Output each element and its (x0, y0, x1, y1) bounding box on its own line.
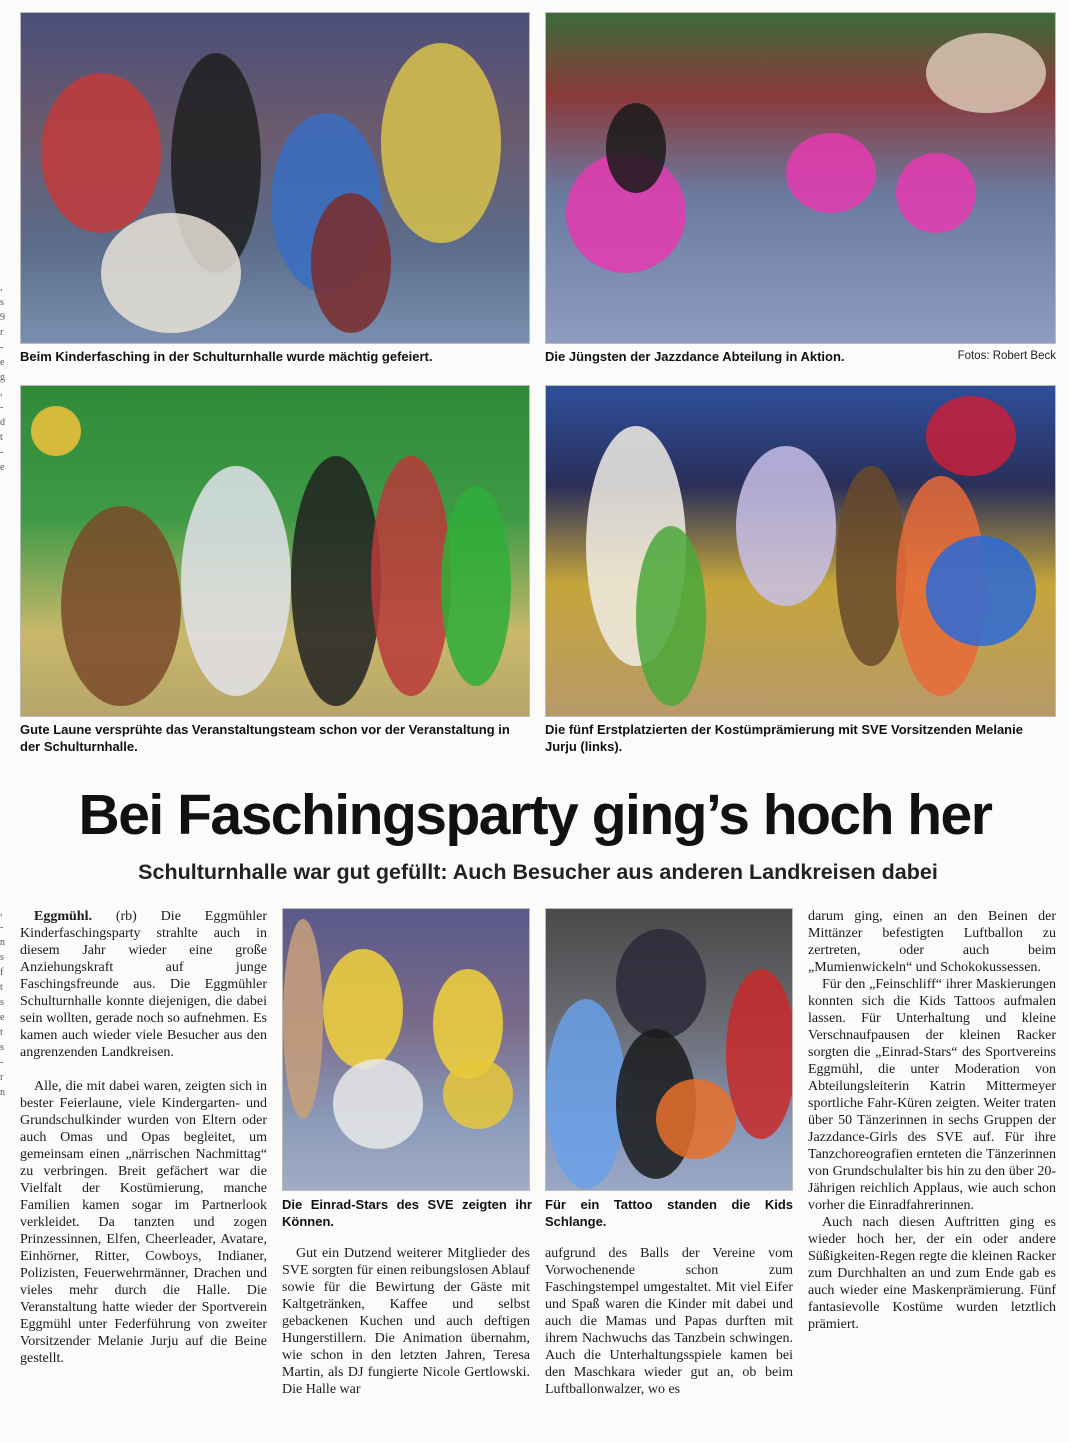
article-headline: Bei Faschingsparty ging’s hoch her (78, 783, 992, 847)
article-column-3 (545, 1245, 793, 1398)
photo-caption-costume-winners: Die fünf Erstplatzierten der Kostümprämierung mit SVE Vorsitzenden Melanie Jurju (links). (545, 722, 1023, 754)
article-column-4 (808, 908, 1056, 1333)
photo-kids-dancing (20, 12, 530, 344)
photo-costume-winners (545, 385, 1056, 717)
photo-tattoo-queue (545, 908, 793, 1191)
article-column-2 (282, 1245, 530, 1398)
photo-caption-jazzdance: Die Jüngsten der Jazzdance Abteilung in Aktion. (545, 349, 845, 364)
photo-event-team (20, 385, 530, 717)
dateline: Eggmühl. (34, 909, 92, 924)
article-column-1 (20, 908, 267, 1367)
photo-caption-tattoo-queue: Für ein Tattoo standen die Kids Schlange. (545, 1197, 793, 1229)
col1-paragraph-2: Alle, die mit dabei waren, zeigten sich in bester Feierlaune, viele Kindergarten- und Grundschulkinder wurden von Eltern oder auch Omas und Opas begleitet, um gemeinsam einen „närrischen Nachmittag“ zu verbringen. Breit gefächert war die Vielfalt der Kostümierung, manche Familien kamen sogar im Partnerlook verkleidet. Da tanzten und zogen Prinzessinnen, Elfen, Cheerleader, Avatare, Einhörner, Ritter, Cowboys, Indianer, Polizisten, Feuerwehrmänner, Drachen und vieles mehr durch die Halle. Die Veranstaltung hatte wieder der Sportverein Eggmühl unter Federführung von zweiter Vorsitzender Melanie Jurju auf die Beine gestellt. (20, 1079, 267, 1366)
photo-credit: Fotos: Robert Beck (957, 350, 1056, 362)
photo-caption-kids-dancing: Beim Kinderfasching in der Schulturnhalle wurde mächtig gefeiert. (20, 349, 433, 364)
photo-jazzdance (545, 12, 1056, 344)
col2-paragraph: Gut ein Dutzend weiterer Mitglieder des SVE sorgten für einen reibungslosen Ablauf sowie für die Bewirtung der Gäste mit Kaltgetränken, Kaffee und selbst gebackenen Kuchen und auch deftigen Hungerstillern. Die Animation übernahm, wie schon in den letzten Jahren, Teresa Martin, als DJ fungierte Nicole Gertlowski. Die Halle war (282, 1246, 530, 1397)
col4-paragraph-3: Auch nach diesen Auftritten ging es wieder hoch her, der ein oder andere Süßigkeiten-Regen regte die kleinen Racker zum Durchhalten an und zum Ende gab es auch wieder eine Maskenprämierung. Fünf fantasievolle Kostüme wurden letztlich prämiert. (808, 1215, 1056, 1332)
col1-paragraph-1: (rb) Die Eggmühler Kinderfaschingsparty strahlte auch in diesem Jahr wieder eine große Anziehungskraft auf junge Faschingsfreunde aus. Die Eggmühler Schulturnhalle konnte diejenigen, die dabei sein wollten, gerade noch so aufnehmen. Es kamen auch wieder viele Besucher aus den angrenzenden Landkreisen. (20, 909, 267, 1060)
photo-caption-unicycle-stars: Die Einrad-Stars des SVE zeigten ihr Können. (282, 1197, 532, 1229)
col4-paragraph-1: darum ging, einen an den Beinen der Mittänzer befestigten Luftballon zu zertreten, oder auch beim „Mumienwickeln“ und Schokokussessen. (808, 909, 1056, 975)
col4-paragraph-2: Für den „Feinschliff“ ihrer Maskierungen konnten sich die Kids Tattoos aufmalen lassen. Für Unterhaltung und kleine Verschnaufpausen der kleinen Racker sorgten die „Einrad-Stars“ des Sportvereins Eggmühl, die unter Moderation von Abteilungsleiterin Katrin Mittermeyer sportliche Fahr-Küren zeigten. Weiter traten über 50 Tänzerinnen in sechs Gruppen der Jazzdance-Girls des SVE auf. Für ihre Tanzchoreografien ernteten die Tänzerinnen von Grundschulalter bis hin zu den über 20-Jährigen reichlich Applaus, wie auch schon vorher die Einradfahrerinnen. (808, 977, 1056, 1213)
page-edge-fragments: , s 9 r - e g , - d t - e (0, 282, 5, 473)
photo-unicycle-stars (282, 908, 530, 1191)
page-edge-fragments-lower: , - n s f t s e t s - r n (0, 907, 5, 1098)
article-subheadline: Schulturnhalle war gut gefüllt: Auch Besucher aus anderen Landkreisen dabei (138, 860, 938, 884)
photo-caption-event-team: Gute Laune versprühte das Veranstaltungsteam schon vor der Veranstaltung in der Schulturnhalle. (20, 722, 510, 754)
col3-paragraph: aufgrund des Balls der Vereine vom Vorwochenende schon zum Faschingstempel umgestaltet. Mit viel Eifer und Spaß waren die Kinder mit dabei und auch die Mamas und Papas durften mit ihrem Nachwuchs das Tanzbein schwingen. Auch die Unterhaltungsspiele kamen bei den Maschkara wieder gut an, ob beim Luftballonwalzer, wo es (545, 1246, 793, 1397)
